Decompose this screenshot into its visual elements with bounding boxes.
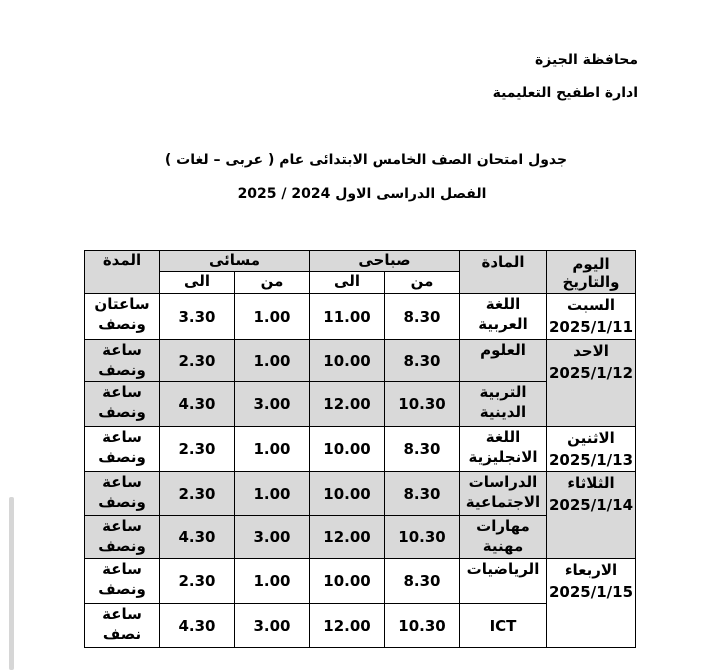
header-morning-to: الى: [310, 272, 385, 294]
evening-to-cell: 2.30: [160, 559, 235, 604]
morning-to-cell: 10.00: [310, 427, 385, 472]
duration-cell: ساعة ونصف: [85, 472, 160, 516]
administration-label: ادارة اطفيح التعليمية: [492, 85, 638, 101]
morning-from-cell: 8.30: [385, 427, 460, 472]
day-name: الاربعاء: [564, 561, 618, 579]
header-duration: المدة: [85, 251, 160, 294]
duration-cell: ساعة نصف: [85, 604, 160, 648]
morning-from-cell: 8.30: [385, 472, 460, 516]
evening-from-cell: 1.00: [235, 340, 310, 382]
morning-to-cell: 10.00: [310, 472, 385, 516]
table-row: [85, 559, 636, 604]
evening-to-cell: 4.30: [160, 382, 235, 427]
day-name: الاثنين: [567, 429, 615, 447]
morning-to-cell: 10.00: [310, 340, 385, 382]
day-cell: [547, 340, 636, 427]
subject-cell: مهارات مهنية: [460, 516, 547, 559]
evening-from-cell: 3.00: [235, 516, 310, 559]
day-cell: [547, 472, 636, 559]
day-date: 2025/1/11: [548, 318, 634, 336]
semester-title: الفصل الدراسى الاول 2024 / 2025: [237, 186, 487, 202]
morning-from-cell: 8.30: [385, 294, 460, 340]
day-cell: [547, 427, 636, 472]
duration-cell: ساعة ونصف: [85, 340, 160, 382]
header-evening: مسائى: [160, 251, 310, 272]
evening-from-cell: 3.00: [235, 382, 310, 427]
subject-cell: ICT: [460, 604, 547, 648]
day-name: السبت: [566, 296, 616, 314]
day-date: 2025/1/15: [548, 583, 634, 601]
morning-from-cell: 8.30: [385, 559, 460, 604]
morning-to-cell: 11.00: [310, 294, 385, 340]
subject-cell: العلوم: [460, 340, 547, 382]
day-name: الثلاثاء: [567, 474, 615, 492]
table-row: [85, 427, 636, 472]
day-cell: [547, 559, 636, 648]
day-date: 2025/1/13: [548, 451, 634, 469]
evening-to-cell: 4.30: [160, 516, 235, 559]
day-cell: [547, 294, 636, 340]
morning-from-cell: 10.30: [385, 516, 460, 559]
morning-from-cell: 10.30: [385, 382, 460, 427]
day-name: الاحد: [573, 342, 609, 360]
header-evening-from: من: [235, 272, 310, 294]
morning-from-cell: 10.30: [385, 604, 460, 648]
evening-from-cell: 1.00: [235, 472, 310, 516]
morning-to-cell: 10.00: [310, 559, 385, 604]
morning-to-cell: 12.00: [310, 516, 385, 559]
subject-cell: الرياضيات: [460, 559, 547, 604]
day-date: 2025/1/14: [548, 496, 634, 514]
header-subject: المادة: [460, 251, 547, 294]
exam-schedule-table: [84, 250, 636, 648]
duration-cell: ساعة ونصف: [85, 516, 160, 559]
evening-from-cell: 1.00: [235, 294, 310, 340]
subject-cell: التربية الدينية: [460, 382, 547, 427]
duration-cell: ساعة ونصف: [85, 427, 160, 472]
evening-from-cell: 3.00: [235, 604, 310, 648]
subject-cell: اللغة الانجليزية: [460, 427, 547, 472]
duration-cell: ساعة ونصف: [85, 559, 160, 604]
exam-schedule-title: جدول امتحان الصف الخامس الابتدائى عام ( عربى – لغات ): [164, 152, 568, 168]
evening-to-cell: 2.30: [160, 340, 235, 382]
header-morning: صباحى: [310, 251, 460, 272]
day-date: 2025/1/12: [548, 364, 634, 382]
duration-cell: ساعتان ونصف: [85, 294, 160, 340]
evening-to-cell: 4.30: [160, 604, 235, 648]
scrollbar[interactable]: [9, 497, 14, 670]
morning-from-cell: 8.30: [385, 340, 460, 382]
morning-to-cell: 12.00: [310, 604, 385, 648]
governorate-label: محافظة الجيزة: [534, 52, 638, 68]
subject-cell: اللغة العربية: [460, 294, 547, 340]
table-row: [85, 294, 636, 340]
header-morning-from: من: [385, 272, 460, 294]
evening-from-cell: 1.00: [235, 427, 310, 472]
evening-from-cell: 1.00: [235, 559, 310, 604]
header-evening-to: الى: [160, 272, 235, 294]
header-day-date: اليوم والتاريخ: [547, 251, 636, 294]
table-row: [85, 472, 636, 516]
duration-cell: ساعة ونصف: [85, 382, 160, 427]
subject-cell: الدراسات الاجتماعية: [460, 472, 547, 516]
morning-to-cell: 12.00: [310, 382, 385, 427]
evening-to-cell: 3.30: [160, 294, 235, 340]
table-row: [85, 340, 636, 382]
left-margin-strip: [0, 0, 20, 670]
evening-to-cell: 2.30: [160, 472, 235, 516]
evening-to-cell: 2.30: [160, 427, 235, 472]
